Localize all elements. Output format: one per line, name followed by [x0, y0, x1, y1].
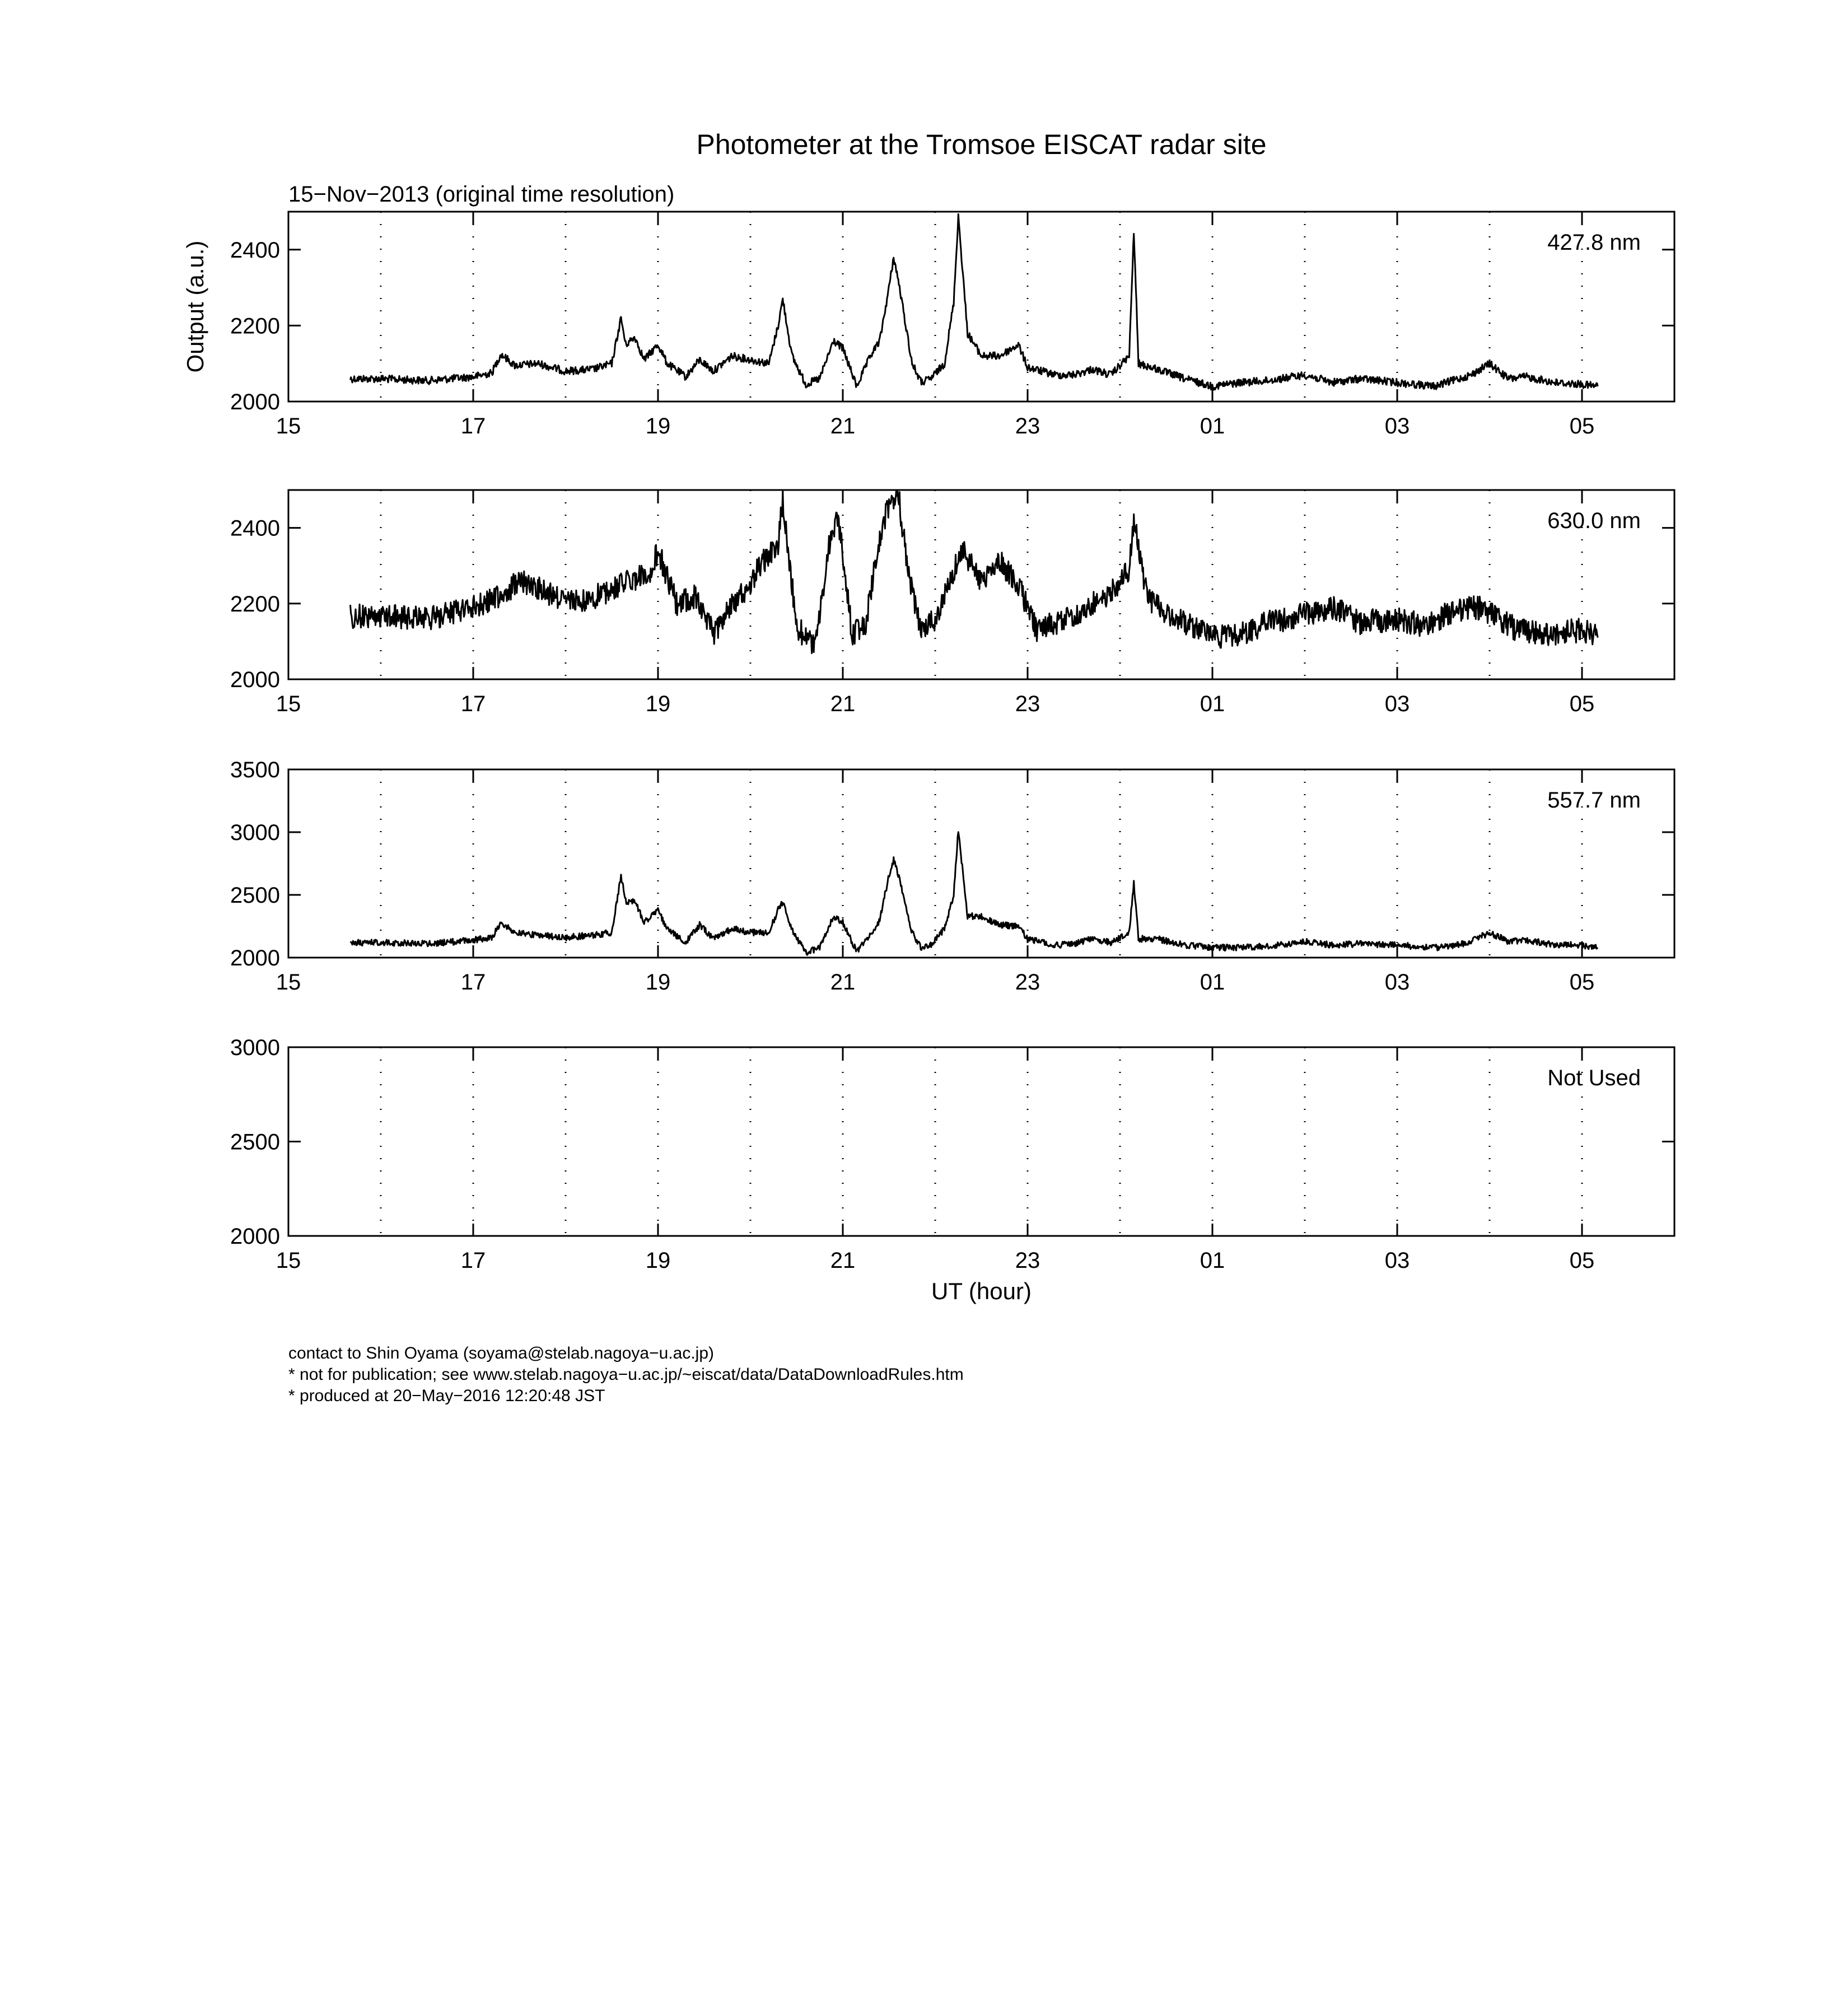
panel-label: 630.0 nm [1547, 508, 1641, 533]
y-tick-label: 3000 [230, 820, 280, 845]
panel-label: 427.8 nm [1547, 230, 1641, 255]
x-tick-label: 05 [1569, 414, 1595, 438]
x-tick-label: 15 [276, 970, 301, 995]
panel-2 [230, 490, 1674, 716]
x-tick-label: 01 [1200, 692, 1225, 716]
x-tick-label: 23 [1015, 414, 1040, 438]
plot-frame [288, 212, 1674, 402]
plot-frame [288, 490, 1674, 679]
y-tick-label: 2200 [230, 591, 280, 617]
chart-title: Photometer at the Tromsoe EISCAT radar site [696, 129, 1267, 160]
x-tick-label: 19 [645, 1248, 671, 1273]
x-tick-label: 15 [276, 414, 301, 438]
x-tick-label: 23 [1015, 970, 1040, 995]
x-tick-label: 15 [276, 1248, 301, 1273]
panel-4 [230, 1035, 1674, 1304]
x-tick-label: 05 [1569, 970, 1595, 995]
y-tick-label: 2000 [230, 946, 280, 970]
series-line [351, 832, 1598, 955]
x-tick-label: 01 [1200, 414, 1225, 438]
x-tick-label: 03 [1384, 692, 1410, 716]
y-tick-label: 2000 [230, 390, 280, 414]
footer-notice: * not for publication; see www.stelab.nagoya−u.ac.jp/~eiscat/data/DataDownloadRules.htm [288, 1365, 964, 1384]
x-tick-label: 19 [645, 414, 671, 438]
x-tick-label: 01 [1200, 1248, 1225, 1273]
x-tick-label: 15 [276, 692, 301, 716]
panel-label: 557.7 nm [1547, 788, 1641, 813]
x-tick-label: 17 [460, 414, 486, 438]
footer-produced: * produced at 20−May−2016 12:20:48 JST [288, 1387, 605, 1405]
y-tick-label: 3000 [230, 1035, 280, 1060]
x-tick-label: 21 [830, 414, 856, 438]
y-tick-label: 2500 [230, 883, 280, 908]
x-tick-label: 23 [1015, 1248, 1040, 1273]
x-tick-label: 03 [1384, 414, 1410, 438]
y-axis-label: Output (a.u.) [182, 240, 208, 373]
x-tick-label: 21 [830, 1248, 856, 1273]
x-axis-label: UT (hour) [931, 1278, 1032, 1304]
x-tick-label: 21 [830, 970, 856, 995]
y-tick-label: 2000 [230, 668, 280, 692]
x-tick-label: 21 [830, 692, 856, 716]
chart-subtitle: 15−Nov−2013 (original time resolution) [288, 182, 675, 207]
panel-label: Not Used [1547, 1066, 1641, 1090]
y-tick-label: 2400 [230, 516, 280, 541]
series-line [351, 214, 1598, 390]
y-tick-label: 3500 [230, 758, 280, 782]
x-tick-label: 17 [460, 970, 486, 995]
y-tick-label: 2400 [230, 237, 280, 263]
x-tick-label: 19 [645, 692, 671, 716]
x-tick-label: 05 [1569, 1248, 1595, 1273]
plot-frame [288, 1047, 1674, 1236]
y-tick-label: 2500 [230, 1130, 280, 1155]
x-tick-label: 17 [460, 692, 486, 716]
x-tick-label: 03 [1384, 1248, 1410, 1273]
x-tick-label: 19 [645, 970, 671, 995]
x-tick-label: 03 [1384, 970, 1410, 995]
panel-1 [230, 212, 1674, 438]
x-tick-label: 05 [1569, 692, 1595, 716]
footer-contact: contact to Shin Oyama (soyama@stelab.nagoya−u.ac.jp) [288, 1344, 715, 1362]
y-tick-label: 2000 [230, 1224, 280, 1249]
panel-3 [230, 758, 1674, 995]
series-line [351, 490, 1598, 653]
footer [288, 1343, 964, 1407]
y-tick-label: 2200 [230, 314, 280, 339]
x-tick-label: 17 [460, 1248, 486, 1273]
x-tick-label: 23 [1015, 692, 1040, 716]
x-tick-label: 01 [1200, 970, 1225, 995]
